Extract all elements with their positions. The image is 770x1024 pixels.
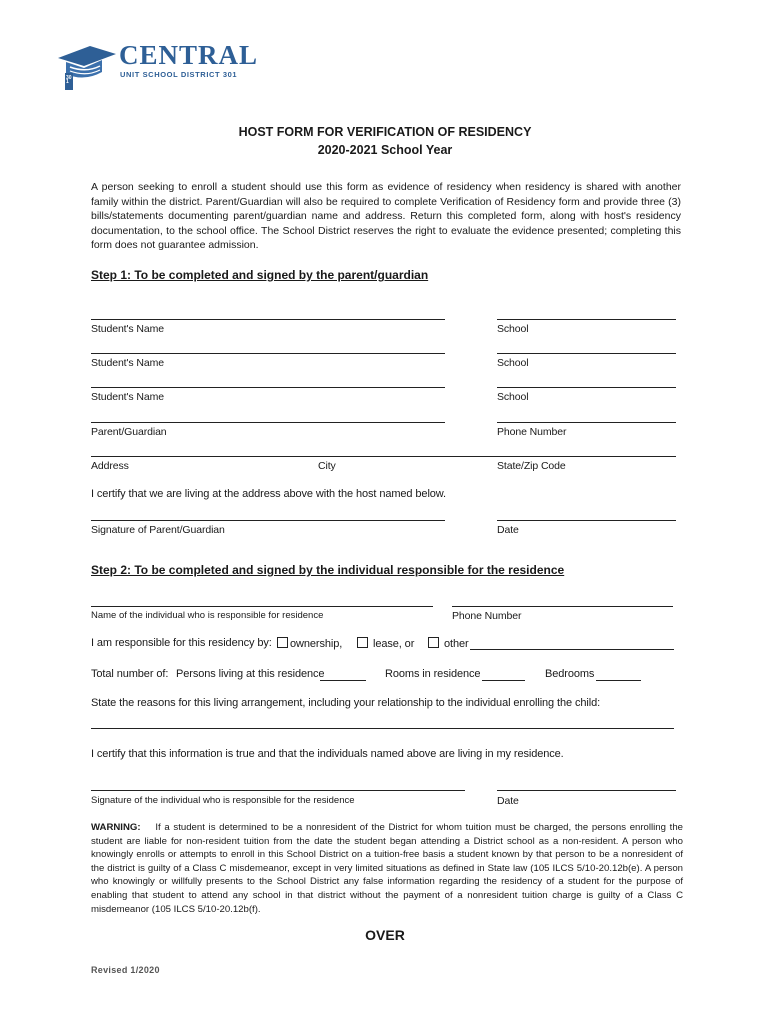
address-line[interactable] (91, 456, 676, 457)
bedrooms-line[interactable] (596, 680, 641, 681)
individual-name-line[interactable] (91, 606, 433, 607)
host-date-label: Date (497, 795, 519, 807)
ownership-checkbox[interactable] (277, 637, 288, 648)
city-label: City (318, 460, 336, 472)
student-name-line-1[interactable] (91, 319, 445, 320)
school-label-1: School (497, 323, 529, 335)
other-line[interactable] (470, 649, 674, 650)
district-logo (56, 40, 259, 90)
host-signature-line[interactable] (91, 790, 465, 791)
revised-date: Revised 1/2020 (91, 965, 160, 975)
parent-date-line[interactable] (497, 520, 676, 521)
student-name-line-2[interactable] (91, 353, 445, 354)
school-label-2: School (497, 357, 529, 369)
logo-badge: 301 (66, 75, 72, 85)
other-label: other (443, 638, 469, 650)
reasons-text: State the reasons for this living arrangement, including your relationship to the individual enrolling the child: (91, 697, 601, 709)
persons-line[interactable] (320, 680, 366, 681)
school-label-3: School (497, 391, 529, 403)
other-option[interactable] (428, 637, 469, 650)
student-name-label-2: Student's Name (91, 357, 164, 369)
warning-text: If a student is determined to be a nonresident of the District for whom tuition must be charged, the persons enrolling the student are liable for non-resident tuition from the date the student began attending a District school as a non-resident. A person who knowingly enrolls or attempts to enroll in this School District on a tuition-free basis a student known by that person to be a nonresident of the district is guilty of a Class C misdemeanor, except in very limited situations as defined in State law (105 ILCS 5/10-20.12b(e). A person who knowingly or willfully presents to the School District any false information regarding the residency of a student for the purpose of enabling that student to attend any school in that district without the payment of a nonresident tuition charge is guilty of a Class C misdemeanor (105 ILCS 5/10-20.12b(f). (91, 822, 683, 915)
student-name-line-3[interactable] (91, 387, 445, 388)
school-line-3[interactable] (497, 387, 676, 388)
individual-name-label: Name of the individual who is responsible for residence (91, 610, 324, 621)
ownership-label: ownership, (290, 638, 343, 650)
school-year: 2020-2021 School Year (317, 143, 453, 157)
lease-label: lease, or (372, 638, 415, 650)
total-number-label: Total number of: (91, 668, 169, 680)
step2-heading: Step 2: To be completed and signed by the individual responsible for the residence (91, 563, 565, 577)
bedrooms-label: Bedrooms (545, 668, 595, 680)
host-signature-label: Signature of the individual who is responsible for the residence (91, 795, 355, 806)
host-date-line[interactable] (497, 790, 676, 791)
step1-heading: Step 1: To be completed and signed by the parent/guardian (91, 268, 429, 282)
parent-signature-label: Signature of Parent/Guardian (91, 524, 225, 536)
parent-guardian-line[interactable] (91, 422, 445, 423)
over-label: OVER (365, 927, 405, 943)
lease-checkbox[interactable] (357, 637, 368, 648)
lease-option[interactable] (357, 637, 414, 650)
phone-number-line[interactable] (497, 422, 676, 423)
rooms-line[interactable] (482, 680, 525, 681)
parent-date-label: Date (497, 524, 519, 536)
rooms-label: Rooms in residence (385, 668, 481, 680)
host-phone-line[interactable] (452, 606, 673, 607)
host-phone-label: Phone Number (452, 610, 522, 622)
student-name-label-1: Student's Name (91, 323, 164, 335)
school-line-2[interactable] (497, 353, 676, 354)
form-title: HOST FORM FOR VERIFICATION OF RESIDENCY (238, 125, 532, 139)
logo-name: CENTRAL (119, 40, 259, 70)
school-line-1[interactable] (497, 319, 676, 320)
ownership-option[interactable] (277, 637, 342, 650)
student-name-label-3: Student's Name (91, 391, 164, 403)
phone-number-label: Phone Number (497, 426, 567, 438)
host-certify-text: I certify that this information is true and that the individuals named above are living in my residence. (91, 748, 564, 760)
state-zip-label: State/Zip Code (497, 460, 566, 472)
other-checkbox[interactable] (428, 637, 439, 648)
intro-paragraph: A person seeking to enroll a student should use this form as evidence of residency when residency is shared with another family within the district. Parent/Guardian will also be required to complete Verification of Residency form and provide three (3) bills/statements documenting parent/guardian name and address. Return this completed form, along with host's residency documentation, to the school office. The School District reserves the right to evaluate the evidence presented; completing this form does not guarantee admission. (91, 181, 681, 252)
warning-paragraph (91, 821, 683, 916)
reasons-line[interactable] (91, 728, 674, 729)
parent-guardian-label: Parent/Guardian (91, 426, 167, 438)
parent-certify-text: I certify that we are living at the address above with the host named below. (91, 488, 446, 500)
warning-label: WARNING: (91, 822, 141, 833)
parent-signature-line[interactable] (91, 520, 445, 521)
logo-subtitle: UNIT SCHOOL DISTRICT 301 (120, 70, 238, 79)
persons-label: Persons living at this residence (176, 668, 325, 680)
address-label: Address (91, 460, 129, 472)
responsible-label: I am responsible for this residency by: (91, 637, 272, 649)
